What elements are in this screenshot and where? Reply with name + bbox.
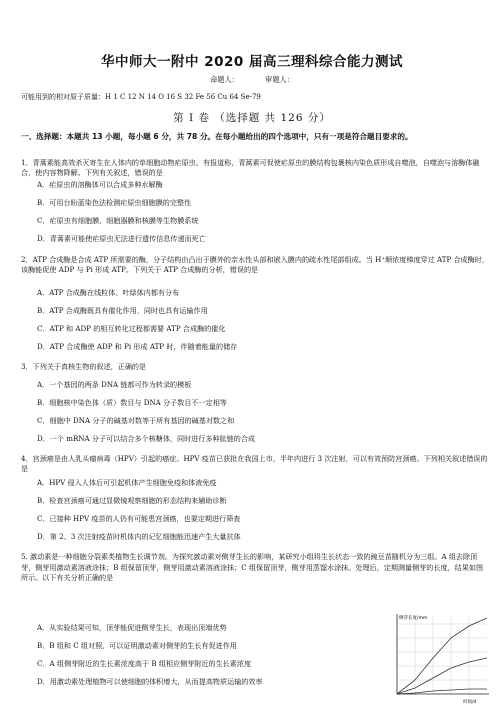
section-intro: 一、选择题：本题共 13 小题，每小题 6 分，共 78 分。在每小题给出的四个选项中，只有一项是符合题目要求的。 bbox=[21, 132, 413, 141]
question-1-option-d: D．青蒿素可能使疟原虫无法进行遗传信息传递而死亡 bbox=[37, 234, 206, 243]
question-4-stem: 4．宫颈癌是由人乳头瘤病毒（HPV）引起的癌症。HPV 疫苗已获批在我国上市，半年内进行 3 次注射，可以有效预防宫颈癌。下列相关叙述错误的是 bbox=[21, 454, 488, 473]
question-1-option-c: C．疟原虫有细胞膜、细胞器膜和核膜等生物膜系统 bbox=[37, 216, 199, 225]
question-5-option-c: C．A 组侧芽附近的生长素浓度高于 B 组相应侧芽附近的生长素浓度 bbox=[37, 659, 252, 668]
question-5-option-d: D．用激动素处理植物可以使细胞的体积增大，从而提高物质运输的效率 bbox=[37, 677, 263, 686]
question-3-option-b: B．细胞核中染色体（质）数目与 DNA 分子数目不一定相等 bbox=[37, 398, 227, 407]
question-5-option-a: A．从实验结果可知，顶芽能促进侧芽生长，表现出顶端优势 bbox=[37, 623, 227, 632]
question-1-option-b: B．可用台盼蓝染色法检测疟原虫细胞膜的完整性 bbox=[37, 198, 192, 207]
question-4-option-d: D．第 2、3 次注射疫苗时机体内的记忆细胞能迅速产生大量抗体 bbox=[37, 532, 241, 541]
question-5-stem: 5. 激动素是一种细胞分裂素类植物生长调节剂。为探究激动素对侧芽生长的影响，某研究小组将生长状态一致的豌豆苗随机分为三组。A 组去除顶芽，侧芽用激动素溶液涂抹；B 组保留顶芽，侧芽用激动素溶液涂抹；C 组保留顶芽，侧芽用蒸馏水涂抹。处理后，定期测量侧芽的长度，结果如图所示。以下有关分析正确的是 bbox=[21, 552, 484, 583]
figure-grid bbox=[397, 616, 487, 694]
setter-label: 命题人： bbox=[210, 75, 239, 84]
question-1-stem: 1．青蒿素能高效杀灭寄生在人体内的单细胞动物疟原虫。有报道称，青蒿素可促使疟原虫的膜结构包裹核内染色质形成自噬泡，自噬泡与溶酶体融合，使内容物降解。下列有关叙述，错误的是 bbox=[21, 158, 480, 177]
part-heading: 第 I 卷 （选择题 共 126 分） bbox=[173, 112, 331, 124]
question-2-option-b: B．ATP 合成酶既具有催化作用，同时也具有运输作用 bbox=[37, 306, 208, 315]
question-5-option-b: B．B 组和 C 组对照，可以证明激动素对侧芽的生长有促进作用 bbox=[37, 641, 237, 650]
question-3-option-d: D．一个 mRNA 分子可以结合多个核糖体，同时进行多种肽链的合成 bbox=[37, 434, 256, 443]
question-3-option-a: A．一个基因的两条 DNA 链都可作为转录的模板 bbox=[37, 380, 192, 389]
question-2-option-c: C．ATP 和 ADP 的相互转化过程都需要 ATP 合成酶的催化 bbox=[37, 324, 226, 333]
question-2-option-d: D．ATP 合成酶使 ADP 和 Pi 形成 ATP 时，伴随着能量的储存 bbox=[37, 342, 238, 351]
question-4-option-b: B．检查宫颈癌可通过显微镜观察细胞的形态结构来辅助诊断 bbox=[37, 496, 227, 505]
question-3-stem: 3．下列关于真核生物的叙述，正确的是 bbox=[21, 362, 147, 371]
document-title: 华中师大一附中 2020 届高三理科综合能力测试 bbox=[101, 54, 403, 70]
question-3-option-c: C．细胞中 DNA 分子的碱基对数等于所有基因的碱基对数之和 bbox=[37, 416, 235, 425]
atomic-mass-line: 可能用到的相对原子质量：H 1 C 12 N 14 O 16 S 32 Fe 56 Cu 64 Se-79 bbox=[21, 93, 261, 101]
question-4-option-c: C．已接种 HPV 疫苗的人仍有可能患宫颈癌，也要定期进行筛查 bbox=[37, 514, 241, 523]
side-bud-growth-figure bbox=[383, 610, 493, 708]
question-2-stem: 2．ATP 合成酶是合成 ATP 所需要的酶，分子结构由凸出于膜外的亲水性头部和嵌入膜内的疏水性尾部组成。当 H⁺顺浓度梯度穿过 ATP 合成酶时，该酶能促使 ADP 与 Pi 形成 ATP。下列关于 ATP 合成酶的分析，错误的是 bbox=[21, 255, 489, 274]
figure-curve-a bbox=[397, 618, 487, 694]
reviewer-label: 审题人： bbox=[265, 75, 294, 84]
figure-x-label: 时间/d bbox=[463, 700, 477, 705]
question-2-option-a: A．ATP 合成酶在线粒体、叶绿体内都有分布 bbox=[37, 288, 180, 297]
author-line bbox=[0, 75, 504, 85]
figure-curve-b bbox=[397, 658, 487, 694]
question-4-option-a: A．HPV 侵入人体后可引起机体产生细胞免疫和体液免疫 bbox=[37, 478, 217, 487]
figure-y-label: 侧芽长度/mm bbox=[399, 616, 428, 621]
question-1-option-a: A．疟原虫的溶酶体可以合成多种水解酶 bbox=[37, 180, 163, 189]
